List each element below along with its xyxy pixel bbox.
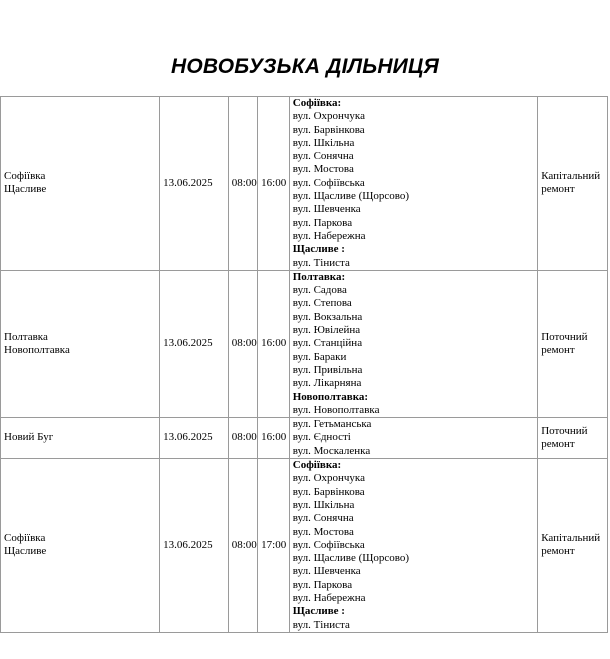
- village-heading: Щасливе :: [292, 243, 345, 256]
- street-name: вул. Щасливе (Щорсово): [292, 552, 409, 565]
- end-time-cell: [258, 270, 290, 417]
- street-name: вул. Мостова: [292, 163, 354, 176]
- street-name: вул. Барвінкова: [292, 485, 365, 498]
- street-name: вул. Сонячна: [292, 512, 354, 525]
- end-time: 16:00: [261, 176, 287, 189]
- work-type: ремонт: [541, 343, 575, 356]
- street-name: вул. Паркова: [292, 216, 353, 229]
- outage-schedule-table: [0, 96, 608, 633]
- street-name: вул. Охрончука: [292, 110, 365, 123]
- start-time-cell: [228, 270, 257, 417]
- settlement-name: Полтавка: [4, 330, 48, 343]
- outage-date: 13.06.2025: [163, 538, 213, 551]
- table-row: [1, 459, 608, 633]
- street-name: вул. Барвінкова: [292, 123, 365, 136]
- start-time: 08:00: [231, 337, 257, 350]
- table-row: [1, 418, 608, 459]
- street-name: вул. Станційна: [292, 337, 363, 350]
- settlement-name: Новий Буг: [4, 431, 54, 444]
- settlement-cell: [1, 270, 160, 417]
- end-time: 16:00: [261, 337, 287, 350]
- work-type: Поточний: [541, 424, 588, 437]
- work-type: ремонт: [541, 183, 575, 196]
- work-type: ремонт: [541, 438, 575, 451]
- street-name: вул. Садова: [292, 284, 347, 297]
- table-row: [1, 97, 608, 271]
- end-time: 17:00: [261, 538, 287, 551]
- street-name: вул. Бараки: [292, 350, 347, 363]
- outage-date: 13.06.2025: [163, 431, 213, 444]
- end-time-cell: [258, 97, 290, 271]
- date-cell: [160, 270, 229, 417]
- end-time-cell: [258, 459, 290, 633]
- street-name: вул. Вокзальна: [292, 310, 363, 323]
- village-heading: Софіївка:: [292, 459, 342, 472]
- date-cell: [160, 97, 229, 271]
- end-time-cell: [258, 418, 290, 459]
- start-time-cell: [228, 459, 257, 633]
- page-title: НОВОБУЗЬКА ДІЛЬНИЦЯ: [170, 55, 440, 78]
- street-name: вул. Привільна: [292, 363, 363, 376]
- settlement-cell: [1, 459, 160, 633]
- street-name: вул. Ювілейна: [292, 324, 361, 337]
- start-time: 08:00: [231, 176, 257, 189]
- street-name: вул. Москаленка: [292, 444, 371, 457]
- work-type-cell: [538, 418, 608, 459]
- work-type: Поточний: [541, 330, 588, 343]
- outage-date: 13.06.2025: [163, 176, 213, 189]
- outage-date: 13.06.2025: [163, 337, 213, 350]
- work-type: Капітальний: [541, 170, 601, 183]
- work-type-cell: [538, 270, 608, 417]
- street-name: вул. Шкільна: [292, 498, 355, 511]
- work-type: Капітальний: [541, 532, 601, 545]
- streets-cell: [289, 418, 537, 459]
- settlement-cell: [1, 418, 160, 459]
- settlement-name: Софіївка: [4, 170, 46, 183]
- streets-cell: [289, 270, 537, 417]
- street-name: вул. Шевченка: [292, 203, 361, 216]
- work-type: ремонт: [541, 545, 575, 558]
- table-row: [1, 270, 608, 417]
- street-name: вул. Шевченка: [292, 565, 361, 578]
- settlement-cell: [1, 97, 160, 271]
- streets-cell: [289, 97, 537, 271]
- settlement-name: Щасливе: [4, 545, 47, 558]
- table-body: [1, 97, 608, 633]
- street-name: вул. Охрончука: [292, 472, 365, 485]
- end-time: 16:00: [261, 431, 287, 444]
- start-time-cell: [228, 97, 257, 271]
- street-name: вул. Лікарняна: [292, 377, 362, 390]
- street-name: вул. Сонячна: [292, 150, 354, 163]
- village-heading: Щасливе :: [292, 605, 345, 618]
- settlement-name: Щасливе: [4, 183, 47, 196]
- date-cell: [160, 418, 229, 459]
- village-heading: Новополтавка:: [292, 390, 369, 403]
- street-name: вул. Новополтавка: [292, 403, 380, 416]
- street-name: вул. Софіївська: [292, 538, 365, 551]
- village-heading: Полтавка:: [292, 270, 346, 283]
- street-name: вул. Софіївська: [292, 176, 365, 189]
- street-name: вул. Степова: [292, 297, 352, 310]
- street-name: вул. Набережна: [292, 591, 366, 604]
- street-name: вул. Щасливе (Щорсово): [292, 190, 409, 203]
- date-cell: [160, 459, 229, 633]
- street-name: вул. Тіниста: [292, 618, 350, 631]
- work-type-cell: [538, 459, 608, 633]
- settlement-name: Новополтавка: [4, 343, 70, 356]
- street-name: вул. Тіниста: [292, 256, 350, 269]
- start-time: 08:00: [231, 538, 257, 551]
- street-name: вул. Набережна: [292, 229, 366, 242]
- street-name: вул. Мостова: [292, 525, 354, 538]
- street-name: вул. Паркова: [292, 578, 353, 591]
- start-time: 08:00: [231, 431, 257, 444]
- street-name: вул. Шкільна: [292, 136, 355, 149]
- streets-cell: [289, 459, 537, 633]
- village-heading: Софіївка:: [292, 97, 342, 109]
- work-type-cell: [538, 97, 608, 271]
- settlement-name: Софіївка: [4, 532, 46, 545]
- street-name: вул. Єдності: [292, 431, 351, 444]
- start-time-cell: [228, 418, 257, 459]
- street-name: вул. Гетьманська: [292, 418, 372, 431]
